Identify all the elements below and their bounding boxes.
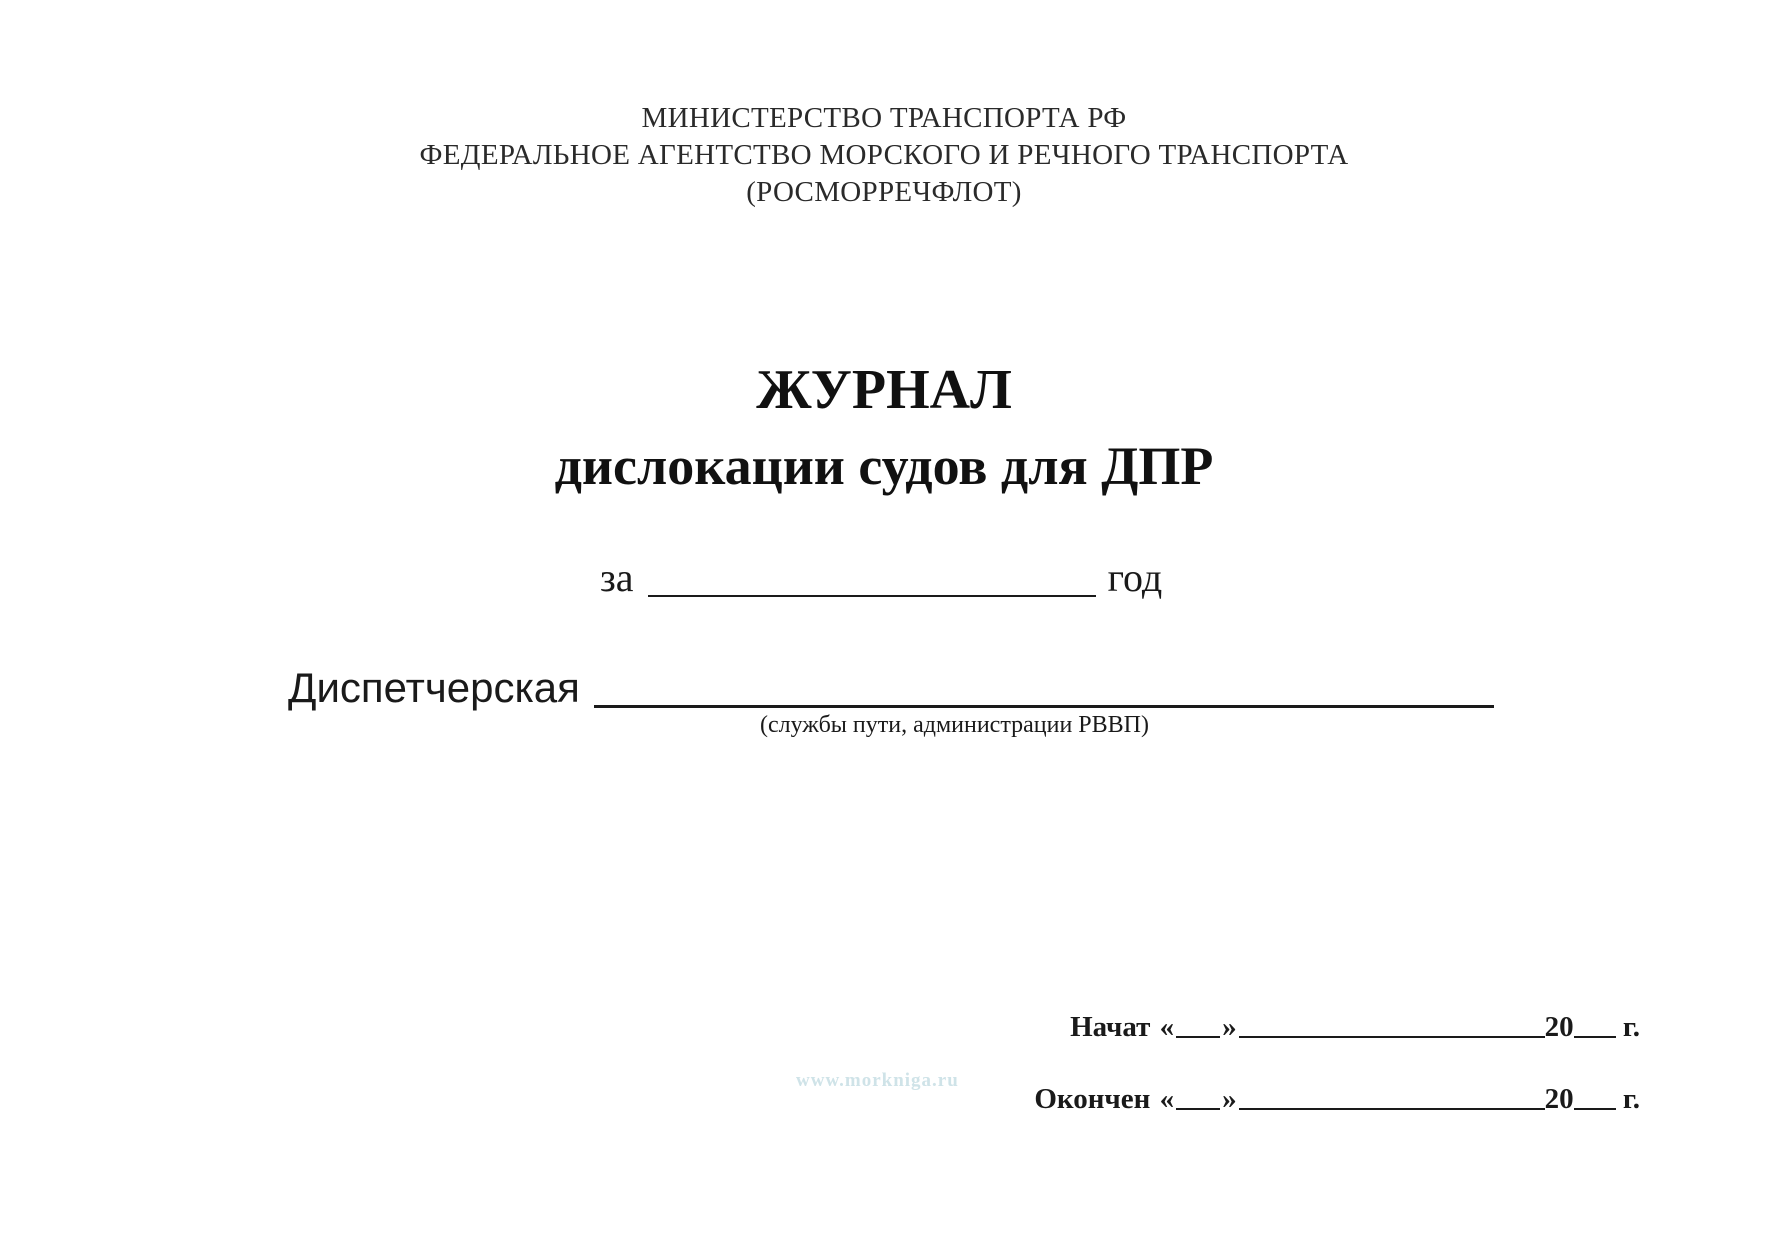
year-prefix: за bbox=[600, 555, 634, 600]
start-day-blank bbox=[1176, 1010, 1220, 1038]
start-century: 20 bbox=[1544, 1011, 1574, 1043]
start-month-blank bbox=[1239, 1010, 1545, 1038]
year-field bbox=[600, 553, 1162, 603]
watermark: www.morkniga.ru bbox=[796, 1070, 959, 1091]
dispatch-field bbox=[288, 660, 1494, 716]
end-open-quote: « bbox=[1159, 1083, 1175, 1115]
end-date-field bbox=[1034, 1080, 1640, 1117]
end-day-blank bbox=[1176, 1082, 1220, 1110]
dispatch-caption: (службы пути, администрации РВВП) bbox=[760, 712, 1149, 738]
journal-subtitle: дислокации судов для ДПР bbox=[554, 436, 1214, 496]
start-open-quote: « bbox=[1159, 1011, 1175, 1043]
year-suffix: год bbox=[1107, 555, 1163, 600]
dispatch-blank-line bbox=[594, 663, 1494, 708]
start-year-blank bbox=[1574, 1010, 1616, 1038]
start-close-quote: » bbox=[1222, 1011, 1237, 1043]
ministry-header bbox=[0, 100, 1768, 211]
year-blank-line bbox=[648, 557, 1096, 597]
end-century: 20 bbox=[1544, 1083, 1574, 1115]
end-close-quote: » bbox=[1222, 1083, 1237, 1115]
dispatch-label: Диспетчерская bbox=[288, 664, 580, 711]
end-year-blank bbox=[1574, 1082, 1616, 1110]
start-label: Начат bbox=[1070, 1011, 1151, 1043]
end-label: Окончен bbox=[1034, 1083, 1151, 1115]
header-line-agency: ФЕДЕРАЛЬНОЕ АГЕНТСТВО МОРСКОГО И РЕЧНОГО ТРАНСПОРТА bbox=[419, 139, 1349, 171]
end-year-abbr: г. bbox=[1622, 1083, 1640, 1115]
start-year-abbr: г. bbox=[1622, 1011, 1640, 1043]
header-line-ministry: МИНИСТЕРСТВО ТРАНСПОРТА РФ bbox=[641, 102, 1127, 134]
start-date-field bbox=[1070, 1008, 1640, 1045]
header-line-abbreviation: (РОСМОРРЕЧФЛОТ) bbox=[746, 176, 1022, 208]
journal-title: ЖУРНАЛ bbox=[756, 359, 1012, 421]
end-month-blank bbox=[1239, 1082, 1545, 1110]
